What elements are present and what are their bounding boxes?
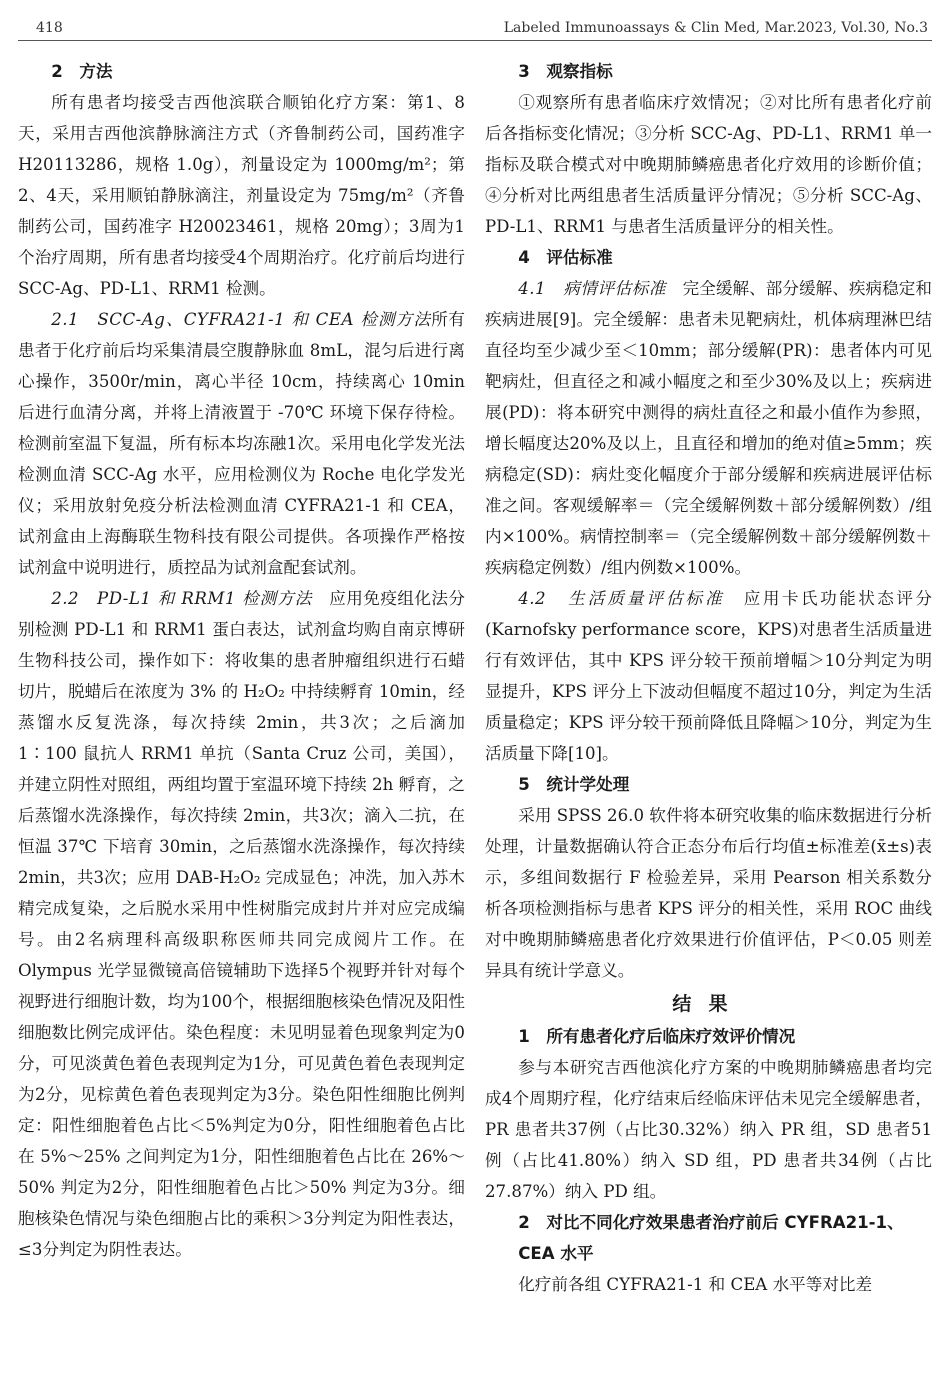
result-2-paragraph: 化疗前各组 CYFRA21-1 和 CEA 水平等对比差	[518, 1275, 873, 1294]
subsection-4-1-title: 4.1 病情评估标准	[518, 279, 666, 298]
right-column	[485, 56, 932, 1300]
section-statistics-heading: 5 统计学处理	[518, 775, 630, 794]
observation-paragraph: ①观察所有患者临床疗效情况；②对比所有患者化疗前后各指标变化情况；③分析 SCC-Ag、PD-L1、RRM1 单一指标及联合模式对中晚期肺鳞癌患者化疗效用的诊断价值；④分析对比两组患者生活质量评分情况；⑤分析 SCC-Ag、PD-L1、RRM1 与患者生活质量评分的相关性。	[485, 93, 932, 236]
journal-citation: Labeled Immunoassays & Clin Med, Mar.2023, Vol.30, No.3	[503, 20, 928, 36]
result-2-heading: 2 对比不同化疗效果患者治疗前后 CYFRA21-1、CEA 水平	[518, 1213, 904, 1263]
section-criteria-heading: 4 评估标准	[518, 248, 613, 267]
section-observation-heading: 3 观察指标	[518, 62, 613, 81]
result-1-paragraph: 参与本研究吉西他滨化疗方案的中晚期肺鳞癌患者均完成4个周期疗程，化疗结束后经临床评估未见完全缓解患者，PR 患者共37例（占比30.32%）纳入 PR 组，SD 患者51例（占比41.80%）纳入 SD 组，PD 患者共34例（占比27.87%）纳入 PD 组。	[485, 1058, 932, 1201]
subsection-4-2-title: 4.2 生活质量评估标准	[518, 589, 725, 608]
subsection-4-2-text: 应用卡氏功能状态评分(Karnofsky performance score，KPS)对患者生活质量进行有效评估，其中 KPS 评分较干预前增幅＞10分判定为明显提升，KPS 评分上下波动但幅度不超过10分，判定为生活质量稳定；KPS 评分较干预前降低且降幅＞10分，判定为生活质量下降[10]。	[485, 589, 933, 763]
subsection-2-1-title: 2.1 SCC-Ag、CYFRA21-1 和 CEA 检测方法	[51, 310, 432, 329]
page-header	[18, 14, 932, 41]
results-heading: 结果	[672, 993, 745, 1015]
page-number: 418	[36, 20, 63, 36]
subsection-4-2	[485, 583, 932, 769]
subsection-4-1-text: 完全缓解、部分缓解、疾病稳定和疾病进展[9]。完全缓解：患者未见靶病灶，机体病理淋巴结直径均至少减少至＜10mm；部分缓解(PR)：患者体内可见靶病灶，但直径之和减小幅度之和至少30%及以上；疾病进展(PD)：将本研究中测得的病灶直径之和最小值作为参照，增长幅度达20%及以上，且直径和增加的绝对值≥5mm；疾病稳定(SD)：病灶变化幅度介于部分缓解和疾病进展评估标准之间。客观缓解率＝（完全缓解例数＋部分缓解例数）/组内×100%。病情控制率＝（完全缓解例数＋部分缓解例数＋疾病稳定例数）/组内例数×100%。	[485, 279, 933, 577]
subsection-2-2	[18, 583, 465, 1265]
subsection-4-1	[485, 273, 932, 583]
subsection-2-1-text: 所有患者于化疗前后均采集清晨空腹静脉血 8mL，混匀后进行离心操作，3500r/min，离心半径 10cm，持续离心 10min 后进行血清分离，并将上清液置于 -70℃ 环境下保存待检。检测前室温下复温，所有标本均冻融1次。采用电化学发光法检测血清 SCC-Ag 水平，应用检测仪为 Roche 电化学发光仪；采用放射免疫分析法检测血清 CYFRA21-1 和 CEA，试剂盒由上海酶联生物科技有限公司提供。各项操作严格按试剂盒中说明进行，质控品为试剂盒配套试剂。	[18, 310, 465, 577]
body-columns	[18, 56, 932, 1300]
section-methods-heading: 2 方法	[51, 62, 113, 81]
methods-paragraph: 所有患者均接受吉西他滨联合顺铂化疗方案：第1、8天，采用吉西他滨静脉滴注方式（齐鲁制药公司，国药准字 H20113286，规格 1.0g），剂量设定为 1000mg/m²；第2、4天，采用顺铂静脉滴注，剂量设定为 75mg/m²（齐鲁制药公司，国药准字 H20023461，规格 20mg）；3周为1个治疗周期，所有患者均接受4个周期治疗。化疗前后均进行 SCC-Ag、PD-L1、RRM1 检测。	[18, 93, 465, 298]
subsection-2-1	[18, 304, 465, 583]
statistics-paragraph: 采用 SPSS 26.0 软件将本研究收集的临床数据进行分析处理，计量数据确认符合正态分布后行均值±标准差(x̄±s)表示，多组间数据行 F 检验差异，采用 Pearson 相关系数分析各项检测指标与患者 KPS 评分的相关性，采用 ROC 曲线对中晚期肺鳞癌患者化疗效果进行价值评估，P＜0.05 则差异具有统计学意义。	[485, 806, 932, 980]
subsection-2-2-title: 2.2 PD-L1 和 RRM1 检测方法	[51, 589, 313, 608]
left-column	[18, 56, 465, 1300]
result-1-heading: 1 所有患者化疗后临床疗效评价情况	[518, 1027, 796, 1046]
subsection-2-2-text: 应用免疫组化法分别检测 PD-L1 和 RRM1 蛋白表达，试剂盒均购自南京博研生物科技公司，操作如下：将收集的患者肿瘤组织进行石蜡切片，脱蜡后在浓度为 3% 的 H₂O₂ 中持续孵育 10min，经蒸馏水反复洗涤，每次持续 2min，共3次；之后滴加 1∶100 鼠抗人 RRM1 单抗（Santa Cruz 公司，美国），并建立阴性对照组，两组均置于室温环境下持续 2h 孵育，之后蒸馏水洗涤操作，每次持续 2min，共3次；滴入二抗，在恒温 37℃ 下培育 30min，之后蒸馏水洗涤操作，每次持续 2min，共3次；应用 DAB-H₂O₂ 完成显色；冲洗，加入苏木精完成复染，之后脱水采用中性树脂完成封片并对应完成编号。由2名病理科高级职称医师共同完成阅片工作。在 Olympus 光学显微镜高倍镜辅助下选择5个视野并针对每个视野进行细胞计数，均为100个，根据细胞核染色情况及阳性细胞数比例完成评估。染色程度：未见明显着色现象判定为0分，可见淡黄色着色表现判定为1分，可见黄色着色表现判定为2分，见棕黄色着色表现判定为3分。染色阳性细胞比例判定：阳性细胞着色占比＜5%判定为0分，阳性细胞着色占比在 5%～25% 之间判定为1分，阳性细胞着色占比在 26%～50% 判定为2分，阳性细胞着色占比＞50% 判定为3分。细胞核染色情况与染色细胞占比的乘积＞3分判定为阳性表达，≤3分判定为阴性表达。	[18, 589, 466, 1259]
